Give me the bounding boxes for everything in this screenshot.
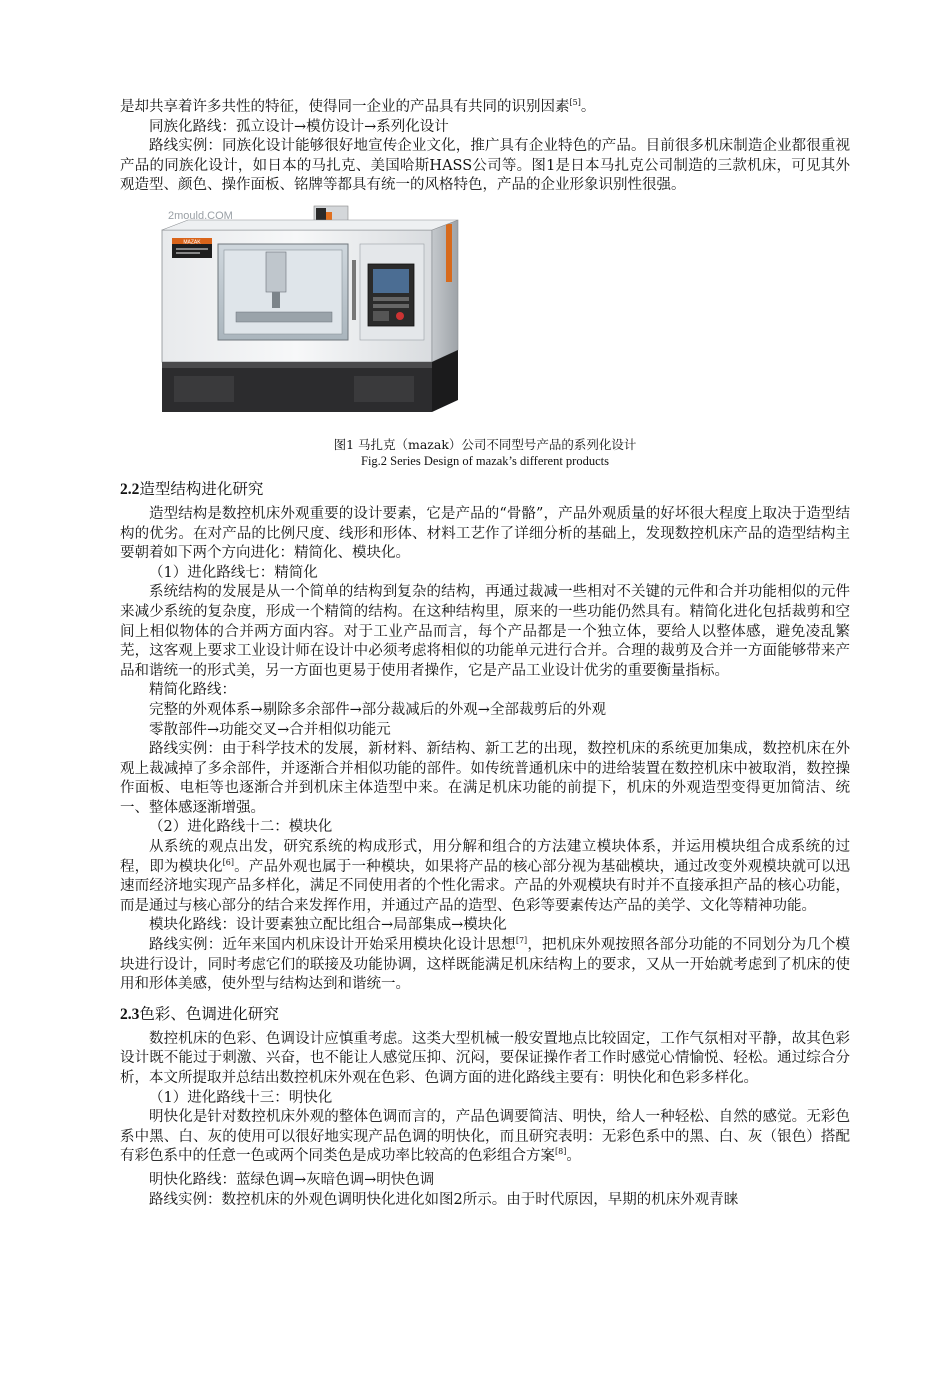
paragraph-simplification-example: 路线实例：由于科学技术的发展，新材料、新结构、新工艺的出现，数控机床的系统更加集成，数控机床在外观上裁减掉了多余部件，并逐渐合并相似功能的部件。如传统普通机床中的进给装置在数控机床中被取消，数控操作面板、电柜等也逐渐合并到机床主体造型中来。在满足机床功能的前提下，机床的外观造型变得更加简洁、统一、整体感逐渐增强。 bbox=[120, 741, 850, 816]
route-simplification-2: 零散部件→功能交叉→合并相似功能元 bbox=[149, 721, 391, 738]
paragraph-brightening: 明快化是针对数控机床外观的整体色调而言的，产品色调要简洁、明快，给人一种轻松、自然的感觉。无彩色系中黑、白、灰的使用可以很好地实现产品色调的明快化，而且研究表明：无彩色系中的黑、白、灰（银色）搭配有彩色系中的任意一色或两个同类色是成功率比较高的色彩组合方案[8]。 bbox=[120, 1109, 850, 1165]
page-body bbox=[120, 98, 850, 1210]
section-number: 2.2 bbox=[120, 480, 140, 498]
route-simplification-1: 完整的外观体系→剔除多余部件→部分裁减后的外观→全部裁剪后的外观 bbox=[149, 701, 606, 718]
subheading-route-13: （1）进化路线十三：明快化 bbox=[149, 1089, 333, 1106]
subheading-route-7: （1）进化路线七：精简化 bbox=[149, 564, 318, 581]
citation-7[interactable]: [7] bbox=[515, 936, 528, 946]
figure-1-image bbox=[154, 200, 474, 432]
citation-8[interactable]: [8] bbox=[555, 1147, 567, 1157]
paragraph-family-example: 路线实例：同族化设计能够很好地宣传企业文化，推广具有企业特色的产品。目前很多机床制造企业都很重视产品的同族化设计，如日本的马扎克、美国哈斯HASS公司等。图1是日本马扎克公司制造的三款机床，可见其外观造型、颜色、操作面板、铭牌等都具有统一的风格特色，产品的企业形象识别性很强。 bbox=[120, 138, 850, 194]
paragraph-structure-intro: 造型结构是数控机床外观重要的设计要素，它是产品的“骨骼”，产品外观质量的好坏很大程度上取决于造型结构的优劣。在对产品的比例尺度、线形和形体、材料工艺作了详细分析的基础上，发现数控机床产品的造型结构主要朝着如下两个方向进化：精简化、模块化。 bbox=[120, 505, 850, 562]
section-title: 造型结构进化研究 bbox=[139, 479, 264, 498]
paragraph-modularization: 从系统的观点出发，研究系统的构成形式，用分解和组合的方法建立模块体系，并运用模块组合成系统的过程，即为模块化[6]。产品外观也属于一种模块，如果将产品的核心部分视为基础模块，通过改变外观模块就可以迅速而经济地实现产品多样化，满足不同使用者的个性化需求。产品的外观模块有时并不直接承担产品的核心功能，而是通过与核心部分的结合来发挥作用，并通过产品的造型、色彩等要素传达产品的美学、文化等精神功能。 bbox=[120, 839, 851, 914]
watermark-text: 2mould.COM bbox=[168, 209, 233, 222]
route-label-simplification: 精简化路线： bbox=[149, 682, 236, 699]
paragraph-color-intro: 数控机床的色彩、色调设计应慎重考虑。这类大型机械一般安置地点比较固定，工作气氛相对平静，故其色彩设计既不能过于刺激、兴奋，也不能让人感觉压抑、沉闷，要保证操作者工作时感觉心情愉悦、轻松。通过综合分析，本文所提取并总结出数控机床外观在色彩、色调方面的进化路线主要有：明快化和色彩多样化。 bbox=[120, 1030, 850, 1086]
figure-1-caption-en: Fig.2 Series Design of mazak’s different products bbox=[361, 453, 609, 468]
figure-1-caption-cn: 图1 马扎克（mazak）公司不同型号产品的系列化设计 bbox=[333, 436, 637, 452]
brand-label: MAZAK bbox=[183, 239, 201, 246]
paragraph-modularization-example: 路线实例：近年来国内机床设计开始采用模块化设计思想[7]，把机床外观按照各部分功能的不同划分为几个模块进行设计，同时考虑它们的联接及功能协调，这样既能满足机床结构上的要求，又从一开始就考虑到了机床的使用和形体美感，使外型与结构达到和谐统一。 bbox=[120, 936, 851, 993]
mazak-machine-illustration bbox=[154, 200, 474, 432]
section-number: 2.3 bbox=[120, 1005, 140, 1023]
route-family: 同族化路线：孤立设计→模仿设计→系列化设计 bbox=[149, 118, 449, 135]
subheading-route-12: （2）进化路线十二：模块化 bbox=[149, 819, 333, 836]
citation-5[interactable]: [5] bbox=[569, 98, 581, 107]
citation-6[interactable]: [6] bbox=[222, 857, 235, 867]
paragraph-brightening-example: 路线实例：数控机床的外观色调明快化进化如图2所示。由于时代原因，早期的机床外观青睐 bbox=[149, 1191, 739, 1208]
route-modularization: 模块化路线：设计要素独立配比组合→局部集成→模块化 bbox=[149, 917, 507, 934]
section-title: 色彩、色调进化研究 bbox=[139, 1004, 279, 1023]
route-brightening: 明快化路线：蓝绿色调→灰暗色调→明快色调 bbox=[149, 1171, 435, 1188]
paragraph-simplification: 系统结构的发展是从一个简单的结构到复杂的结构，再通过裁减一些相对不关键的元件和合并功能相似的元件来减少系统的复杂度，形成一个精简的结构。在这种结构里，原来的一些功能仍然具有。精简化进化包括裁剪和空间上相似物体的合并两方面内容。对于工业产品而言，每个产品都是一个独立体，要给人以整体感，避免凌乱繁芜，这客观上要求工业设计师在设计中必须考虑将相似的功能单元进行合并。合理的裁剪及合并一方面能够带来产品和谐统一的形式美，另一方面也更易于使用者操作，它是产品工业设计优劣的重要衡量指标。 bbox=[120, 584, 850, 679]
section-2-2-heading bbox=[120, 478, 850, 501]
paragraph-intro: 是却共享着许多共性的特征，使得同一企业的产品具有共同的识别因素[5]。 bbox=[120, 98, 596, 115]
section-2-3-heading bbox=[120, 1003, 850, 1026]
